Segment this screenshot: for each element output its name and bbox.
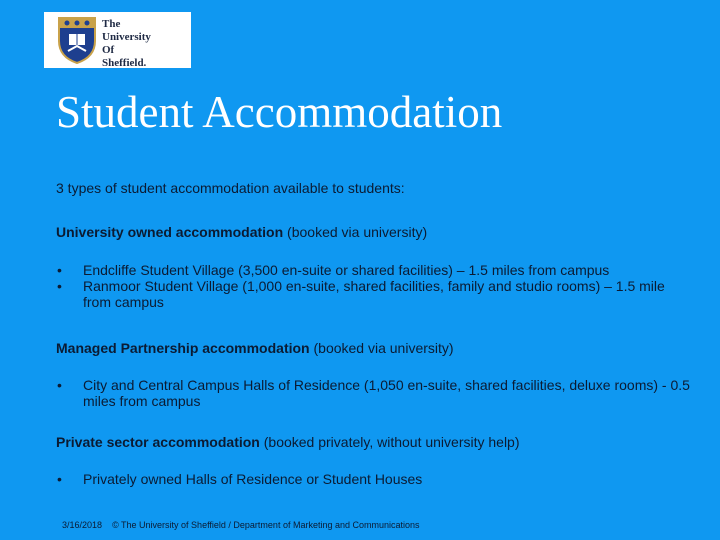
section-heading-university: University owned accommodation (booked via university): [56, 224, 428, 240]
list-item: • Endcliffe Student Village (3,500 en-suite or shared facilities) – 1.5 miles from campus: [56, 262, 696, 278]
footer: [62, 520, 420, 530]
section-heading-private: Private sector accommodation (booked privately, without university help): [56, 434, 520, 450]
list-item: • City and Central Campus Halls of Residence (1,050 en-suite, shared facilities, deluxe rooms) - 0.5 miles from campus: [56, 377, 696, 409]
list-item: • Privately owned Halls of Residence or Student Houses: [56, 471, 696, 487]
university-logo: [44, 12, 191, 68]
footer-copyright: © The University of Sheffield / Department of Marketing and Communications: [112, 520, 420, 530]
bullet-list-private: [56, 471, 696, 487]
shield-crest-icon: [56, 15, 98, 65]
intro-text: 3 types of student accommodation available to students:: [56, 180, 405, 196]
list-item: • Ranmoor Student Village (1,000 en-suite, shared facilities, family and studio rooms) – 1.5 mile from campus: [56, 278, 696, 310]
bullet-list-managed: [56, 377, 696, 409]
bullet-list-university: [56, 262, 696, 310]
logo-wordmark: The University Of Sheffield.: [102, 18, 151, 69]
footer-date: 3/16/2018: [62, 520, 103, 530]
section-heading-managed: Managed Partnership accommodation (booked via university): [56, 340, 454, 356]
slide-title: Student Accommodation: [56, 87, 503, 137]
